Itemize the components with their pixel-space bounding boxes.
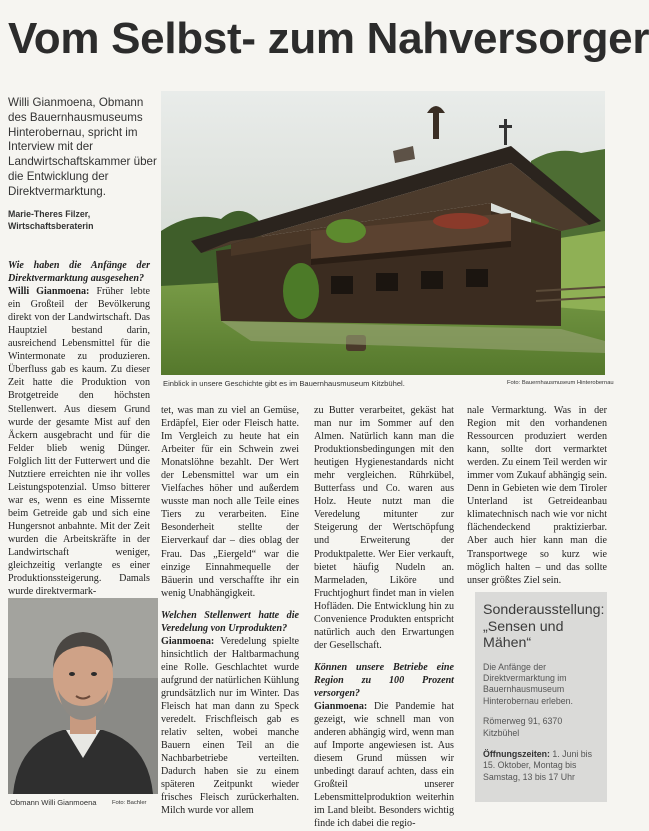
infobox-title: Sonderausstellung: „Sensen und Mähen“ bbox=[483, 602, 605, 651]
answer-3 bbox=[314, 700, 454, 830]
headline: Vom Selbst- zum Nahversorger bbox=[8, 14, 649, 63]
infobox-hours-label: Öffnungszeiten: bbox=[483, 748, 550, 759]
infobox-text: Die Anfänge der Direktvermarktung im Bauernhausmuseum Hinterobernau erleben. bbox=[483, 661, 573, 706]
article-column-2 bbox=[161, 404, 299, 817]
question-1: Wie haben die Anfänge der Direktvermarktung ausgesehen? bbox=[8, 260, 150, 285]
answer-2-speaker: Gianmoena: bbox=[161, 635, 215, 647]
article-column-3 bbox=[314, 404, 454, 831]
question-2: Welchen Stellenwert hatte die Veredelung von Urprodukten? bbox=[161, 609, 299, 634]
column-2-paragraph: tet, was man zu viel an Gemüse, Erdäpfel, Eier oder Fleisch hatte. Im Vergleich zu heute hat ein Arbeiter für ein Schwein zwei Monatslöhne bezahlt. Der Wert der Lebensmittel war um ein Vielfaches höher und außerdem wusste man noch alle Teile eines Tiers zu verarbeiten. Eine Besonderheit stellte der Eierverkauf dar – dies oblag der Frau. Das „Eiergeld“ war die einzige Einnahmequelle der Bäuerin und verschaffte ihr ein wenig Unabhängigkeit. bbox=[161, 405, 299, 599]
article-column-1 bbox=[8, 259, 150, 598]
exhibition-infobox bbox=[475, 592, 607, 802]
answer-2 bbox=[161, 635, 299, 818]
answer-3-text: Die Pandemie hat gezeigt, wie schnell man von anderen abhängig wird, wenn man auf Importe angewiesen ist. Aus diesem Grund müssen wir unbedingt darauf achten, dass ein Großteil unserer Lebensmittelproduktion weiterhin im Land bleibt. Besonders wichtig finde ich dabei die regio- bbox=[314, 701, 454, 830]
lead-paragraph: Willi Gianmoena, Obmann des Bauernhausmuseums Hinterobernau, spricht im Interview mit der Landwirtschaftskammer über die Entwicklung der Direktvermarktung. bbox=[8, 96, 157, 198]
portrait-credit: Foto: Bachler bbox=[112, 800, 147, 806]
portrait-caption: Obmann Willi Gianmoena bbox=[10, 798, 97, 807]
photo-credit: Foto: Bauernhausmuseum Hinterobernau bbox=[507, 380, 614, 386]
infobox-hours bbox=[483, 749, 599, 783]
answer-1-speaker: Willi Gianmoena: bbox=[8, 286, 90, 298]
farmhouse-photo bbox=[161, 91, 605, 375]
photo-caption: Einblick in unsere Geschichte gibt es im Bauernhausmuseum Kitzbühel. bbox=[163, 379, 405, 388]
portrait-illustration bbox=[8, 598, 158, 794]
answer-1 bbox=[8, 285, 150, 598]
infobox-hours-text: 1. Juni bis 15. Oktober, Montag bis Samstag, 13 bis 17 Uhr bbox=[483, 748, 593, 782]
answer-2-text: Veredelung spielte hinsichtlich der Haltbarmachung eine Rolle. Geschlachtet wurde aufgrund der natürlichen Kühlung grundsätzlich nur im Winter. Das Fleisch hat man dann zu Speck veredelt. Frischfleisch gab es relativ selten, wobei manche Bauern einen Teil an die Nachbarbetriebe verteilten. Dadurch haben sie zu einem späteren Zeitpunkt wieder frisches Fleisch zurückerhalten. Milch wurde vor allem bbox=[161, 635, 299, 817]
answer-3-speaker: Gianmoena: bbox=[314, 701, 368, 713]
article-column-4 bbox=[467, 404, 607, 587]
infobox-address: Römerweg 91, 6370 Kitzbühel bbox=[483, 716, 563, 738]
farmhouse-illustration bbox=[161, 91, 605, 375]
author-name: Marie-Theres Filzer, bbox=[8, 209, 91, 219]
question-3: Können unsere Betriebe eine Region zu 100 Prozent versorgen? bbox=[314, 661, 454, 699]
portrait-photo bbox=[8, 598, 158, 794]
column-4-paragraph: nale Vermarktung. Was in der Region mit den vorhandenen Ressourcen produziert werden kann, sollte dort vermarktet werden. Zu einem Teil werden wir immer vom Zukauf abhängig sein. Denn in Gebieten wie dem Tiroler Unterland ist Getreideanbau klimatechnisch nach wie vor nicht flächendeckend praktizierbar. Aber auch hier kann man die Transportwege so kurz wie möglich halten – und das sollte unser größtes Ziel sein. bbox=[467, 405, 607, 586]
author-block bbox=[8, 208, 160, 232]
answer-1-text: Früher lebte ein Großteil der Bevölkerung direkt von der Landwirtschaft. Das Hauptziel bestand darin, ausreichend Lebensmittel für die Wintermonate zu produzieren. Überfluss gab es kaum. Zu dieser Zeit hatte die Produktion von Brotgetreide den höchsten Stellenwert. Aus diesem Grund wurde der gesamte Mist auf den Äckern ausgebracht und für die Felder blieb wenig Dünger. Folglich litt der Futterwert und die Nutztiere erreichten nie ihr volles Leistungspotenzial. Umso bitterer war es, wenn es eine Missernte beim Getreide gab und sich eine Hungersnot anbahnte. Mit der Zeit wurden die Arbeitskräfte in der Landwirtschaft weniger, gleichzeitig verlangte es einer Produktionssteigerung. Damals wurde direktvermark- bbox=[8, 286, 150, 598]
author-role: Wirtschaftsberaterin bbox=[8, 221, 94, 231]
column-3-paragraph: zu Butter verarbeitet, gekäst hat man nur im Sommer auf den Almen. Natürlich kann man die Produktionsbedingungen mit den heutigen Hygienestandards nicht mehr vergleichen. Rührkübel, Butterfass und Co. waren aus Holz. Heute nutzt man die Veredelung mitunter zur Steigerung der Wertschöpfung und Erweiterung der Produktpalette. Wer Eier verkauft, bietet häufig Nudeln an. Marmeladen, Likörе und Fruchtjoghurt findet man in vielen Hofläden. Die Entwicklung hin zu Convenience Produkten entspricht natürlich auch den Erwartungen der Gesellschaft. bbox=[314, 405, 454, 651]
